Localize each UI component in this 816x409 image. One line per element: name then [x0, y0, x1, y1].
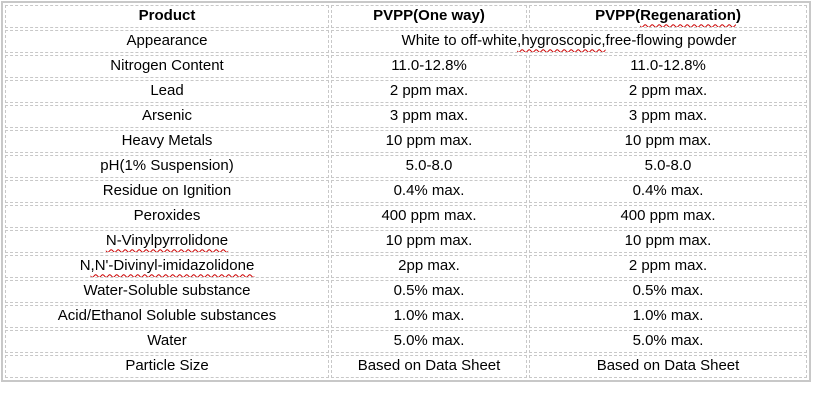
- product-label-cell: Heavy Metals: [5, 130, 329, 153]
- table-row: [5, 180, 807, 203]
- regeneration-value-cell: 2 ppm max.: [529, 80, 807, 103]
- table-row: [5, 130, 807, 153]
- appearance-misspelled-word: ,hygroscopic,: [517, 32, 606, 50]
- regeneration-value-cell: 11.0-12.8%: [529, 55, 807, 78]
- table-row: [5, 355, 807, 378]
- one-way-value-cell: 0.4% max.: [331, 180, 527, 203]
- table-row: [5, 155, 807, 178]
- table-row: [5, 205, 807, 228]
- one-way-value-cell: 400 ppm max.: [331, 205, 527, 228]
- product-label-cell: Acid/Ethanol Soluble substances: [5, 305, 329, 328]
- one-way-value-cell: Based on Data Sheet: [331, 355, 527, 378]
- appearance-value-prefix: White to off-white: [401, 32, 518, 50]
- product-label-cell: Particle Size: [5, 355, 329, 378]
- regeneration-value-cell: 5.0-8.0: [529, 155, 807, 178]
- product-label-cell: Arsenic: [5, 105, 329, 128]
- regeneration-value-cell: 10 ppm max.: [529, 230, 807, 253]
- table-row: [5, 230, 807, 253]
- table-row: [5, 280, 807, 303]
- product-label-cell: [5, 230, 329, 253]
- header-pvpp-regeneration: [529, 5, 807, 28]
- product-label-cell: pH(1% Suspension): [5, 155, 329, 178]
- product-label-cell: Nitrogen Content: [5, 55, 329, 78]
- appearance-value-suffix: free-flowing powder: [605, 32, 737, 50]
- appearance-value-cell: [331, 30, 807, 53]
- table-row: [5, 305, 807, 328]
- one-way-value-cell: 5.0% max.: [331, 330, 527, 353]
- one-way-value-cell: 10 ppm max.: [331, 230, 527, 253]
- header-regeneration-suffix: ): [735, 7, 741, 25]
- regeneration-value-cell: 1.0% max.: [529, 305, 807, 328]
- one-way-value-cell: 1.0% max.: [331, 305, 527, 328]
- regeneration-value-cell: 2 ppm max.: [529, 255, 807, 278]
- product-label-cell: Residue on Ignition: [5, 180, 329, 203]
- table-row: [5, 80, 807, 103]
- one-way-value-cell: 3 ppm max.: [331, 105, 527, 128]
- regeneration-value-cell: 0.4% max.: [529, 180, 807, 203]
- product-label-cell: Water-Soluble substance: [5, 280, 329, 303]
- regeneration-value-cell: 0.5% max.: [529, 280, 807, 303]
- one-way-value-cell: 0.5% max.: [331, 280, 527, 303]
- header-product: Product: [5, 5, 329, 28]
- product-label-cell: Appearance: [5, 30, 329, 53]
- header-pvpp-one-way: PVPP(One way): [331, 5, 527, 28]
- regeneration-value-cell: 5.0% max.: [529, 330, 807, 353]
- regeneration-value-cell: 400 ppm max.: [529, 205, 807, 228]
- label-prefix: N: [79, 257, 91, 275]
- label-misspelled-word: ,N'-Divinyl-imidazolidone: [90, 257, 255, 275]
- product-label-cell: Lead: [5, 80, 329, 103]
- product-label-cell: [5, 255, 329, 278]
- pvpp-spec-table: [1, 1, 811, 382]
- one-way-value-cell: 5.0-8.0: [331, 155, 527, 178]
- product-label-cell: Peroxides: [5, 205, 329, 228]
- regeneration-value-cell: Based on Data Sheet: [529, 355, 807, 378]
- table-row-appearance: [5, 30, 807, 53]
- header-row: [5, 5, 807, 28]
- product-label-cell: Water: [5, 330, 329, 353]
- table-row: [5, 105, 807, 128]
- table-row: [5, 255, 807, 278]
- header-regeneration-prefix: PVPP(: [595, 7, 641, 25]
- one-way-value-cell: 2 ppm max.: [331, 80, 527, 103]
- one-way-value-cell: 11.0-12.8%: [331, 55, 527, 78]
- header-regeneration-misspelled-word: Regenaration: [640, 7, 736, 25]
- regeneration-value-cell: 10 ppm max.: [529, 130, 807, 153]
- table-row: [5, 55, 807, 78]
- label-misspelled-word: N-Vinylpyrrolidone: [105, 232, 229, 250]
- regeneration-value-cell: 3 ppm max.: [529, 105, 807, 128]
- table-row: [5, 330, 807, 353]
- one-way-value-cell: 2pp max.: [331, 255, 527, 278]
- one-way-value-cell: 10 ppm max.: [331, 130, 527, 153]
